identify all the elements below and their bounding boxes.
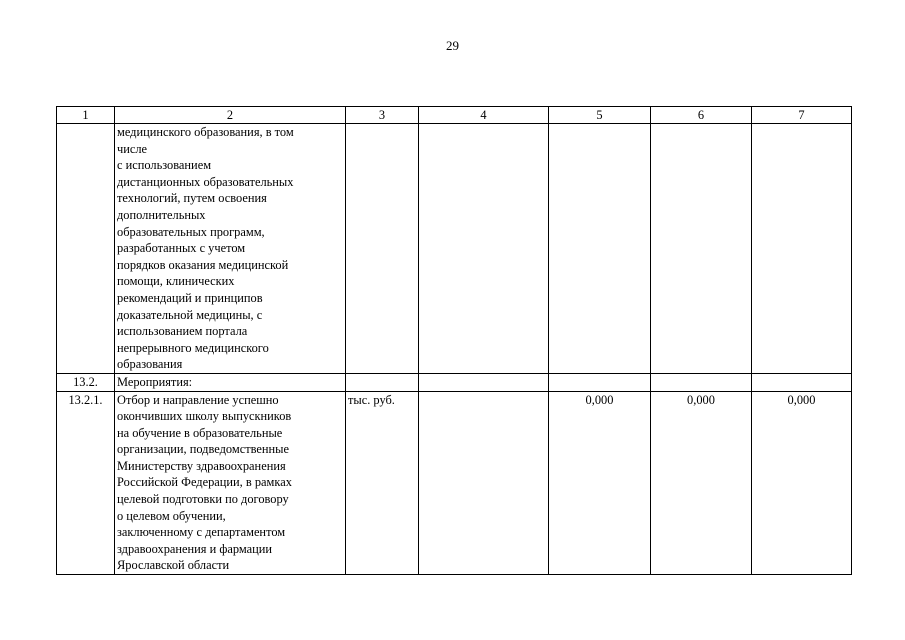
column-header: 7	[752, 107, 852, 124]
value-cell-col5	[549, 124, 651, 374]
text-line: целевой подготовки по договору	[117, 492, 289, 507]
text-line: Ярославской области	[117, 558, 230, 573]
text-line: Российской Федерации, в рамках	[117, 475, 292, 490]
value-cell-col6: 0,000	[651, 391, 752, 575]
text-line: медицинского образования, в том	[117, 125, 294, 139]
description-cell	[115, 391, 346, 575]
text-line: окончивших школу выпускников	[117, 409, 292, 424]
column-header: 1	[57, 107, 115, 124]
value-cell-col6	[651, 124, 752, 374]
text-line: с использованием	[117, 158, 212, 173]
page-number: 29	[446, 38, 459, 53]
column-header: 4	[419, 107, 549, 124]
value-cell-col7: 0,000	[752, 391, 852, 575]
text-line: образовательных программ,	[117, 224, 265, 239]
text-line: числе	[117, 141, 148, 156]
value-cell-col4	[419, 373, 549, 391]
value-cell-col7	[752, 373, 852, 391]
text-line: разработанных с учетом	[117, 241, 246, 256]
column-header: 5	[549, 107, 651, 124]
row-number-cell: 13.2.1.	[57, 391, 115, 575]
column-header: 6	[651, 107, 752, 124]
text-line: рекомендаций и принципов	[117, 290, 263, 305]
unit-cell: тыс. руб.	[346, 391, 419, 575]
text-line: Мероприятия:	[117, 374, 193, 389]
table-row	[57, 391, 852, 575]
description-cell	[115, 373, 346, 391]
text-line: доказательной медицины, с	[117, 307, 263, 322]
text-line: технологий, путем освоения	[117, 191, 267, 206]
text-line: порядков оказания медицинской	[117, 257, 289, 272]
text-line: использованием портала	[117, 324, 248, 339]
text-line: о целевом обучении,	[117, 508, 226, 523]
description-cell	[115, 124, 346, 374]
text-line: образования	[117, 357, 183, 372]
value-cell-col7	[752, 124, 852, 374]
table-row	[57, 124, 852, 374]
text-line: заключенному с департаментом	[117, 525, 286, 540]
text-line: здравоохранения и фармации	[117, 541, 273, 556]
value-cell-col5	[549, 373, 651, 391]
value-cell-col5: 0,000	[549, 391, 651, 575]
text-line: Отбор и направление успешно	[117, 392, 279, 407]
column-header: 2	[115, 107, 346, 124]
row-number-cell	[57, 124, 115, 374]
table-row	[57, 373, 852, 391]
data-table	[56, 106, 852, 575]
text-line: дистанционных образовательных	[117, 174, 294, 189]
text-line: организации, подведомственные	[117, 442, 289, 457]
unit-cell	[346, 124, 419, 374]
row-number-cell: 13.2.	[57, 373, 115, 391]
column-header: 3	[346, 107, 419, 124]
header-row	[57, 107, 852, 124]
text-line: непрерывного медицинского	[117, 340, 269, 355]
text-line: помощи, клинических	[117, 274, 235, 289]
text-line: на обучение в образовательные	[117, 425, 283, 440]
value-cell-col4	[419, 124, 549, 374]
unit-cell	[346, 373, 419, 391]
text-line: дополнительных	[117, 207, 206, 222]
value-cell-col4	[419, 391, 549, 575]
text-line: Министерству здравоохранения	[117, 458, 286, 473]
value-cell-col6	[651, 373, 752, 391]
